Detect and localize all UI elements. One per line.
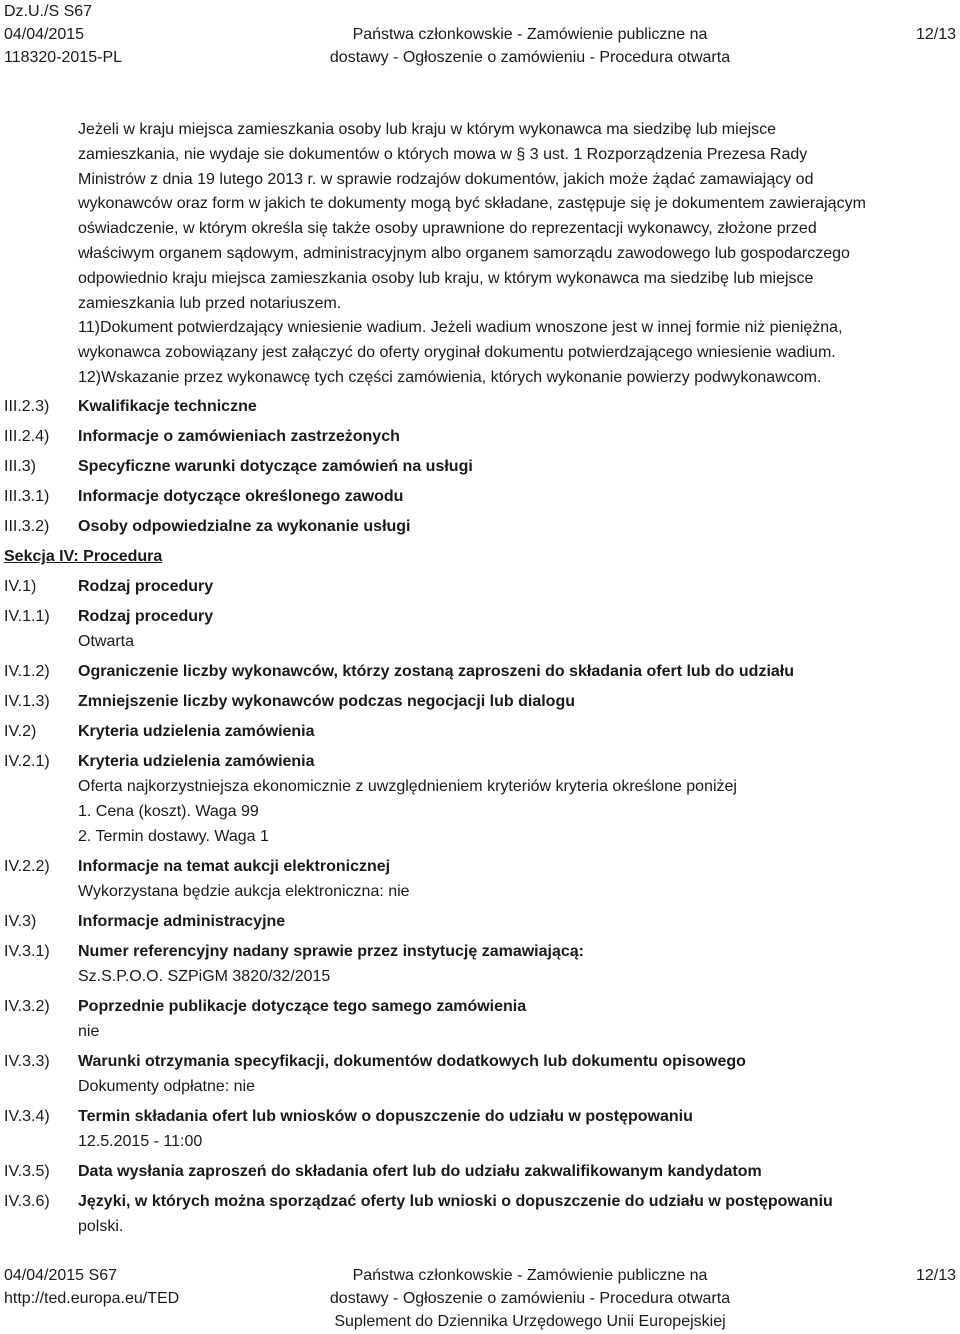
intro-line: odpowiednio kraju miejsca zamieszkania osoby lub kraju, w którym wykonawca ma siedzibę lub miejsce — [78, 269, 814, 287]
footer-page-number: 12/13 — [915, 1267, 956, 1284]
section-title: Informacje dotyczące określonego zawodu — [78, 487, 404, 505]
section-value: polski. — [78, 1217, 124, 1235]
section-item — [0, 909, 960, 934]
header-journal-ref: Dz.U./S S67 — [4, 3, 93, 20]
section-title: Rodzaj procedury — [78, 607, 214, 625]
intro-line: wykonawców oraz form w jakich te dokumenty mogą być składane, zastępuje się je dokumentem zawierającym — [78, 195, 866, 213]
section-text — [78, 1159, 960, 1184]
intro-line: zamieszkania lub przed notariuszem. — [78, 294, 342, 312]
section-number: IV.3.5) — [4, 1162, 50, 1180]
section-value: Sz.S.P.O.O. SZPiGM 3820/32/2015 — [78, 967, 331, 985]
header-title-line-2: dostawy - Ogłoszenie o zamówieniu - Procedura otwarta — [329, 49, 731, 66]
section-number: IV.1.2) — [4, 662, 50, 680]
section-title: Rodzaj procedury — [78, 577, 214, 595]
footer-url[interactable]: http://ted.europa.eu/TED — [4, 1290, 180, 1307]
section-title: Osoby odpowiedzialne za wykonanie usługi — [78, 517, 411, 535]
section-title: Specyficzne warunki dotyczące zamówień na usługi — [78, 457, 473, 475]
section-item — [0, 659, 960, 684]
section-item — [0, 1189, 960, 1239]
section-title: Kryteria udzielenia zamówienia — [78, 752, 315, 770]
section-title: Kwalifikacje techniczne — [78, 397, 257, 415]
section-number: III.3.1) — [4, 487, 50, 505]
section-text — [78, 749, 960, 849]
section-number: IV.3.3) — [4, 1052, 50, 1070]
section-text — [78, 939, 960, 989]
intro-line: wykonawca zobowiązany jest załączyć do oferty oryginał dokumentu potwierdzającego wniesienie wadium. — [78, 344, 836, 362]
section-title: Poprzednie publikacje dotyczące tego samego zamówienia — [78, 997, 527, 1015]
section-value: Wykorzystana będzie aukcja elektroniczna: nie — [78, 882, 410, 900]
section-item — [0, 394, 960, 419]
section-text — [78, 454, 960, 479]
section-item — [0, 1159, 960, 1184]
section-number: IV.1.1) — [4, 607, 50, 625]
section-number: IV.3.6) — [4, 1192, 50, 1210]
section-text — [78, 1189, 960, 1239]
intro-line: zamieszkania, nie wydaje sie dokumentów o których mowa w § 3 ust. 1 Rozporządzenia Prezesa Rady — [78, 145, 808, 163]
footer-supplement: Suplement do Dziennika Urzędowego Unii Europejskiej — [334, 1313, 726, 1330]
section-text — [78, 659, 960, 684]
header-title-line-1: Państwa członkowskie - Zamówienie publiczne na — [352, 26, 708, 43]
section-text — [78, 1049, 960, 1099]
section-number: IV.2.1) — [4, 752, 50, 770]
section-item — [0, 574, 960, 599]
intro-line: oświadczenie, w którym określa się także osoby uprawnione do reprezentacji wykonawcy, złożone przed — [78, 220, 817, 238]
section-text — [78, 424, 960, 449]
section-title: Termin składania ofert lub wniosków o dopuszczenie do udziału w postępowaniu — [78, 1107, 693, 1125]
section-value: Dokumenty odpłatne: nie — [78, 1077, 255, 1095]
section-text — [78, 689, 960, 714]
intro-line: Ministrów z dnia 19 lutego 2013 r. w sprawie rodzajów dokumentów, jakich może żądać zamawiający od — [78, 170, 814, 188]
section-item — [0, 939, 960, 989]
section-number: IV.1.3) — [4, 692, 50, 710]
section-title: Informacje administracyjne — [78, 912, 286, 930]
section-text — [78, 1104, 960, 1154]
section-text — [78, 484, 960, 509]
section-title: Zmniejszenie liczby wykonawców podczas negocjacji lub dialogu — [78, 692, 575, 710]
section-text — [78, 909, 960, 934]
section-number: IV.2) — [4, 722, 37, 740]
section-item — [0, 1104, 960, 1154]
section-title: Informacje o zamówieniach zastrzeżonych — [78, 427, 400, 445]
section-title: Języki, w których można sporządzać oferty lub wnioski o dopuszczenie do udziału w postępowaniu — [78, 1192, 833, 1210]
intro-line: 11)Dokument potwierdzający wniesienie wadium. Jeżeli wadium wnoszone jest w innej formie niż pieniężna, — [78, 319, 843, 337]
section-text — [78, 719, 960, 744]
section-value: 1. Cena (koszt). Waga 99 — [78, 802, 259, 820]
section-item — [0, 689, 960, 714]
section-text — [78, 514, 960, 539]
section-item — [0, 424, 960, 449]
section-number: III.3.2) — [4, 517, 50, 535]
section-text — [78, 394, 960, 419]
section-value: 12.5.2015 - 11:00 — [78, 1132, 203, 1150]
section-item — [0, 514, 960, 539]
footer-title-line-1: Państwa członkowskie - Zamówienie publiczne na — [352, 1267, 708, 1284]
intro-paragraph — [78, 118, 956, 391]
intro-line: 12)Wskazanie przez wykonawcę tych części zamówienia, których wykonanie powierzy podwykonawcom. — [78, 368, 822, 386]
section-value: Oferta najkorzystniejsza ekonomicznie z uwzględnieniem kryteriów kryteria określone poniżej — [78, 777, 737, 795]
section-number: IV.3.2) — [4, 997, 50, 1015]
section-number: IV.3.1) — [4, 942, 50, 960]
section-item — [0, 854, 960, 904]
section-item — [0, 719, 960, 744]
section-number: IV.3.4) — [4, 1107, 50, 1125]
section-number: IV.1) — [4, 577, 37, 595]
section-title: Warunki otrzymania specyfikacji, dokumentów dodatkowych lub dokumentu opisowego — [78, 1052, 746, 1070]
footer-title-line-2: dostawy - Ogłoszenie o zamówieniu - Procedura otwarta — [329, 1290, 731, 1307]
section-number: III.2.4) — [4, 427, 50, 445]
section-iii-items — [0, 394, 960, 539]
footer-date-ref: 04/04/2015 S67 — [4, 1267, 117, 1284]
header-date: 04/04/2015 — [4, 26, 85, 43]
document-body — [0, 118, 960, 1239]
intro-line: Jeżeli w kraju miejsca zamieszkania osoby lub kraju w którym wykonawca ma siedzibę lub miejsce — [78, 121, 777, 138]
section-number: III.3) — [4, 457, 37, 475]
section-text — [78, 854, 960, 904]
section-title: Informacje na temat aukcji elektronicznej — [78, 857, 391, 875]
section-item — [0, 749, 960, 849]
section-item — [0, 454, 960, 479]
header-page-number: 12/13 — [915, 26, 956, 43]
section-title: Numer referencyjny nadany sprawie przez instytucję zamawiającą: — [78, 942, 584, 960]
section-item — [0, 604, 960, 654]
section-title: Ograniczenie liczby wykonawców, którzy zostaną zaproszeni do składania ofert lub do udziału — [78, 662, 794, 680]
section-text — [78, 994, 960, 1044]
section-value: Otwarta — [78, 632, 135, 650]
section-number: IV.3) — [4, 912, 37, 930]
section-value: 2. Termin dostawy. Waga 1 — [78, 827, 269, 845]
intro-line: właściwym organem sądowym, administracyjnym albo organem samorządu zawodowego lub gospodarczego — [78, 244, 850, 262]
section-text — [78, 574, 960, 599]
section-iv-heading: Sekcja IV: Procedura — [4, 547, 163, 565]
section-number: IV.2.2) — [4, 857, 50, 875]
section-number: III.2.3) — [4, 397, 50, 415]
section-title: Data wysłania zaproszeń do składania ofert lub do udziału zakwalifikowanym kandydatom — [78, 1162, 762, 1180]
section-value: nie — [78, 1022, 100, 1040]
section-text — [78, 604, 960, 654]
section-item — [0, 1049, 960, 1099]
section-title: Kryteria udzielenia zamówienia — [78, 722, 315, 740]
header-notice-number: 118320-2015-PL — [4, 49, 123, 66]
section-iv-items — [0, 574, 960, 1239]
section-item — [0, 994, 960, 1044]
section-item — [0, 484, 960, 509]
